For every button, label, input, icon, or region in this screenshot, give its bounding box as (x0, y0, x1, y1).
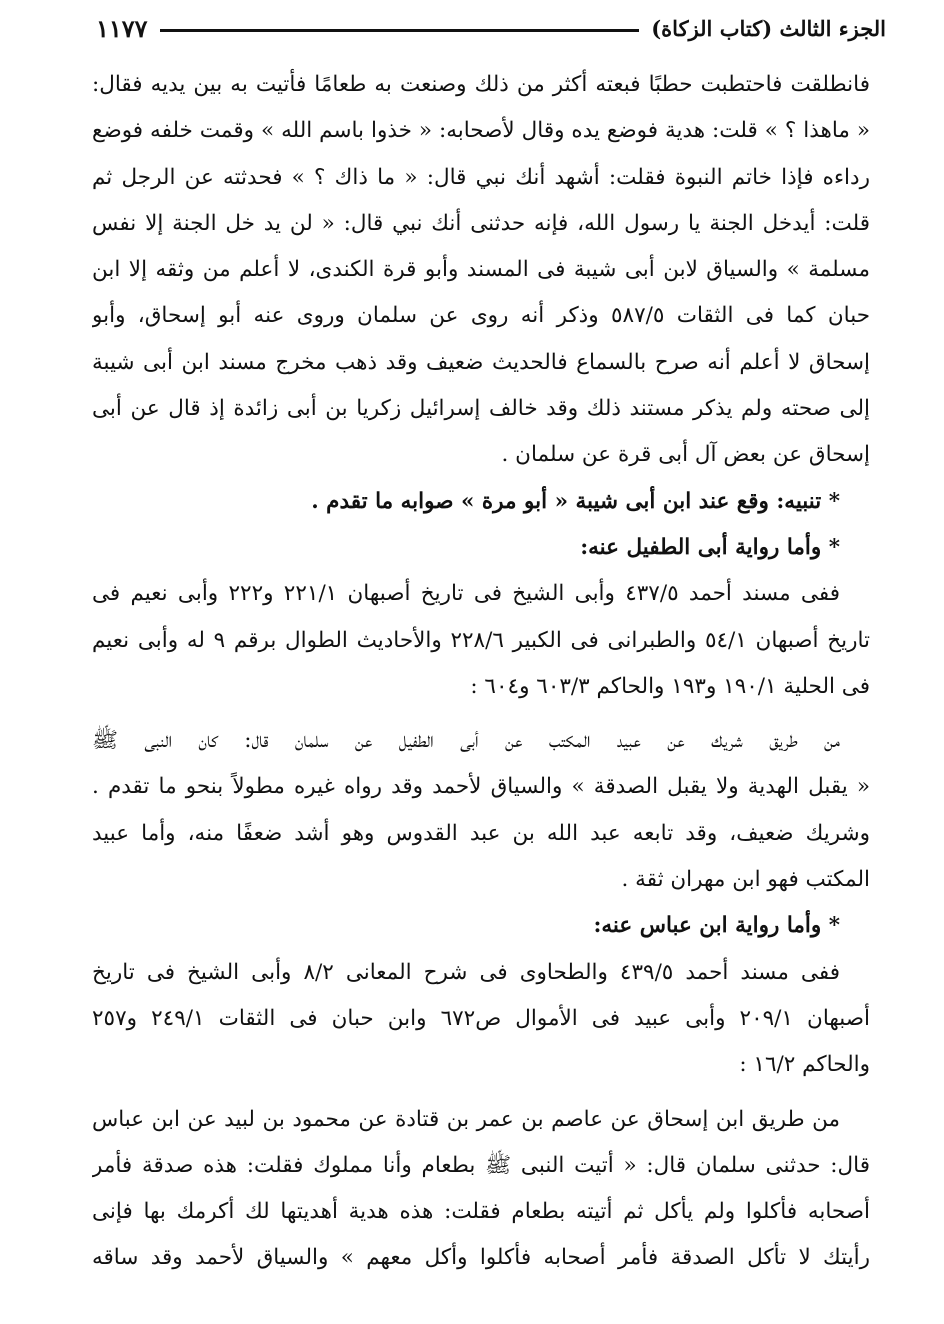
text-line: قال: حدثنى سلمان قال: « أتيت النبى ﷺ بطعام وأنا مملوك فقلت: هذه صدقة فأمر (92, 1152, 870, 1178)
text-line: رأيتك لا تأكل الصدقة فأمر أصحابه فأكلوا وأكل معهم » والسياق لأحمد وقد ساقه (92, 1245, 870, 1271)
paragraph-gap (92, 1089, 870, 1097)
text-line: والحاكم ١٦/٢ : (739, 1052, 870, 1078)
text-line: ففى مسند أحمد ٤٣٩/٥ والطحاوى فى شرح المعانى ٨/٢ وأبى الشيخ فى تاريخ (92, 959, 840, 985)
text-line: أصبهان ٢٠٩/١ وأبى عبيد فى الأموال ص٦٧٢ وابن حبان فى الثقات ٢٤٩/١ و٢٥٧ (92, 1005, 870, 1031)
text-line: أصحابه فأكلوا ولم يأكل ثم أتيته بطعام فقلت: هذه هدية أهديتها لك أكرمك بها فإنى (92, 1199, 870, 1225)
text-line: إسحاق عن بعض آل أبى قرة عن سلمان . (501, 442, 870, 468)
paragraph-gap (92, 710, 870, 718)
text-line: حبان كما فى الثقات ٥٨٧/٥ وذكر أنه روى عن سلمان وروى عنه أبو إسحاق، وأبو (92, 303, 870, 329)
note-line: * تنبيه: وقع عند ابن أبى شيبة « أبو مرة » صوابه ما تقدم . (311, 488, 840, 514)
page-number: ١١٧٧ (96, 13, 148, 43)
section-heading: * وأما رواية ابن عباس عنه: (593, 913, 840, 939)
text-line: « يقبل الهدية ولا يقبل الصدقة » والسياق لأحمد وقد رواه غيره مطولاً بنحو ما تقدم . (92, 774, 870, 800)
text-line: مسلمة » والسياق لابن أبى شيبة فى المسند وأبو قرة الكندى، لا أعلم من وثقه إلا ابن (92, 257, 870, 283)
text-line: فى الحلية ١٩٠/١ و١٩٣ والحاكم ٦٠٣/٣ و٦٠٤ : (470, 673, 870, 699)
text-line: قلت: أيدخل الجنة يا رسول الله، فإنه حدثنى أنك نبي قال: « لن يد خل الجنة إلا نفس (92, 210, 870, 236)
text-line: تاريخ أصبهان ٥٤/١ والطبرانى فى الكبير ٢٢٨/٦ والأحاديث الطوال برقم ٩ له وأبى نعيم (92, 627, 870, 653)
text-line: إسحاق لا أعلم أنه صرح بالسماع فالحديث ضعيف وقد ذهب مخرج مسند ابن أبى شيبة (92, 349, 870, 375)
section-heading: * وأما رواية أبى الطفيل عنه: (580, 534, 840, 560)
text-line: من طريق شريك عن عبيد المكتب عن أبى الطفيل عن سلمان قال: كان النبى ﷺ (92, 728, 840, 754)
text-line: رداءه فإذا خاتم النبوة فقلت: أشهد أنك نبي قال: « ما ذاك ؟ » فحدثته عن الرجل ثم (92, 164, 870, 190)
body-text (92, 62, 870, 1282)
chapter-title: الجزء الثالث (كتاب الزكاة) (651, 15, 886, 41)
text-line: فانطلقت فاحتطبت حطبًا فبعته أكثر من ذلك وصنعت به طعامًا فأتيت به بين يديه فقال: (92, 72, 870, 97)
text-line: من طريق ابن إسحاق عن عاصم بن عمر بن قتادة عن محمود بن لبيد عن ابن عباس (92, 1106, 840, 1132)
text-line: « ماهذا ؟ » قلت: هدية فوضع يده وقال لأصحابه: « خذوا باسم الله » وقمت خلفه فوضع (92, 118, 870, 144)
running-header (96, 8, 886, 48)
text-line: وشريك ضعيف، وقد تابعه عبد الله بن عبد القدوس وهو أشد ضعفًا منه، وأما عبيد (92, 820, 870, 846)
text-line: المكتب فهو ابن مهران ثقة . (621, 867, 870, 893)
text-line: إلى صحته ولم يذكر مستند ذلك وقد خالف إسرائيل زكريا بن أبى زائدة إذ قال عن أبى (92, 396, 870, 422)
text-line: ففى مسند أحمد ٤٣٧/٥ وأبى الشيخ فى تاريخ أصبهان ٢٢١/١ و٢٢٢ وأبى نعيم فى (92, 581, 841, 607)
header-rule (160, 29, 640, 32)
